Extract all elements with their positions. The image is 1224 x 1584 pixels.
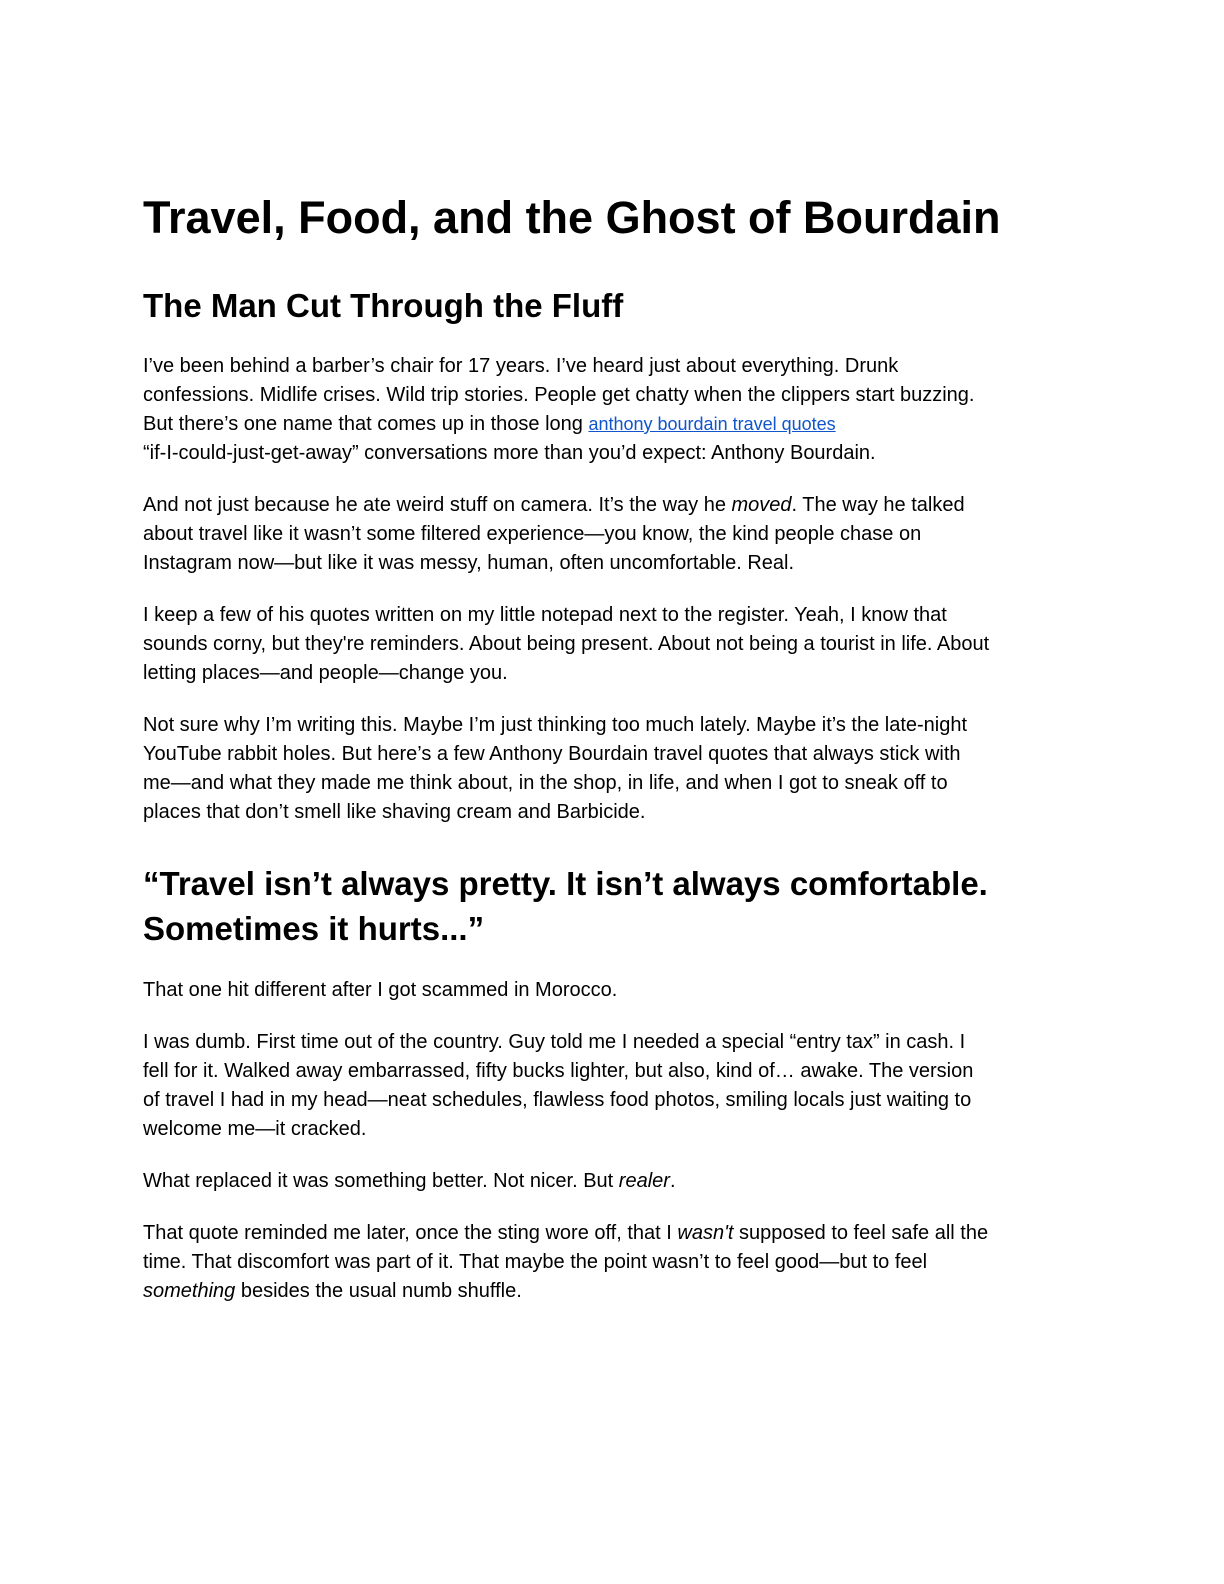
document-title: Travel, Food, and the Ghost of Bourdain — [143, 192, 1001, 243]
text-line: sounds corny, but they're reminders. About being present. About not being a tourist in life. About — [143, 633, 990, 655]
text-line: of travel I had in my head—neat schedules, flawless food photos, smiling locals just waiting to — [143, 1089, 972, 1111]
text-line: Not sure why I’m writing this. Maybe I’m just thinking too much lately. Maybe it’s the late-night — [143, 714, 968, 736]
text-line — [143, 1219, 1073, 1248]
text-line: Instagram now—but like it was messy, human, often uncomfortable. Real. — [143, 552, 795, 574]
text-line — [143, 1167, 1073, 1196]
text-span: That quote reminded me later, once the sting wore off, that I — [143, 1222, 678, 1244]
text-line: me—and what they made me think about, in the shop, in life, and when I got to sneak off to — [143, 772, 948, 794]
text-line: letting places—and people—change you. — [143, 662, 508, 684]
paragraph-something-better — [143, 1167, 1073, 1196]
paragraph-entry-tax — [143, 1028, 1073, 1144]
paragraph-why-writing — [143, 711, 1073, 827]
text-line: time. That discomfort was part of it. That maybe the point wasn’t to feel good—but to feel — [143, 1251, 928, 1273]
text-line — [143, 1277, 1073, 1306]
text-line: confessions. Midlife crises. Wild trip stories. People get chatty when the clippers start buzzing. — [143, 384, 975, 406]
text-span: . — [669, 1170, 676, 1192]
text-span: besides the usual numb shuffle. — [235, 1280, 522, 1302]
paragraph-quote-reminded — [143, 1219, 1073, 1306]
text-line: fell for it. Walked away embarrassed, fifty bucks lighter, but also, kind of… awake. The version — [143, 1060, 974, 1082]
paragraph-the-way-he-moved — [143, 491, 1073, 578]
emphasis-text: realer — [618, 1170, 670, 1192]
text-line: places that don’t smell like shaving cream and Barbicide. — [143, 801, 646, 823]
paragraph-notepad-quotes — [143, 601, 1073, 688]
text-line: I keep a few of his quotes written on my little notepad next to the register. Yeah, I know that — [143, 604, 947, 626]
text-span: supposed to feel safe all the — [733, 1222, 989, 1244]
text-line: I was dumb. First time out of the country. Guy told me I needed a special “entry tax” in cash. I — [143, 1031, 966, 1053]
section-heading-man-cut-through: The Man Cut Through the Fluff — [143, 287, 624, 324]
bourdain-quotes-link[interactable]: anthony bourdain travel quotes — [588, 414, 836, 434]
text-span: What replaced it was something better. Not nicer. But — [143, 1170, 619, 1192]
paragraph-barber-intro — [143, 352, 1073, 468]
text-line: YouTube rabbit holes. But here’s a few Anthony Bourdain travel quotes that always stick with — [143, 743, 961, 765]
heading-line: Sometimes it hurts...” — [143, 910, 485, 947]
text-line — [143, 491, 1073, 520]
text-line: That one hit different after I got scammed in Morocco. — [143, 979, 618, 1001]
text-line: “if-I-could-just-get-away” conversations more than you’d expect: Anthony Bourdain. — [143, 442, 876, 464]
heading-line: “Travel isn’t always pretty. It isn’t always comfortable. — [143, 865, 988, 902]
text-span: But there’s one name that comes up in those long — [143, 413, 589, 435]
text-line: welcome me—it cracked. — [143, 1118, 367, 1140]
text-line: about travel like it wasn’t some filtered experience—you know, the kind people chase on — [143, 523, 922, 545]
text-line: I’ve been behind a barber’s chair for 17 years. I’ve heard just about everything. Drunk — [143, 355, 899, 377]
emphasis-text: moved — [731, 494, 792, 516]
text-span: . The way he talked — [791, 494, 965, 516]
text-line — [143, 410, 1073, 439]
section-heading-travel-quote — [143, 861, 988, 951]
emphasis-text: something — [143, 1280, 236, 1302]
emphasis-text: wasn't — [677, 1222, 734, 1244]
paragraph-scammed-morocco — [143, 976, 1073, 1005]
text-span: And not just because he ate weird stuff on camera. It’s the way he — [143, 494, 732, 516]
